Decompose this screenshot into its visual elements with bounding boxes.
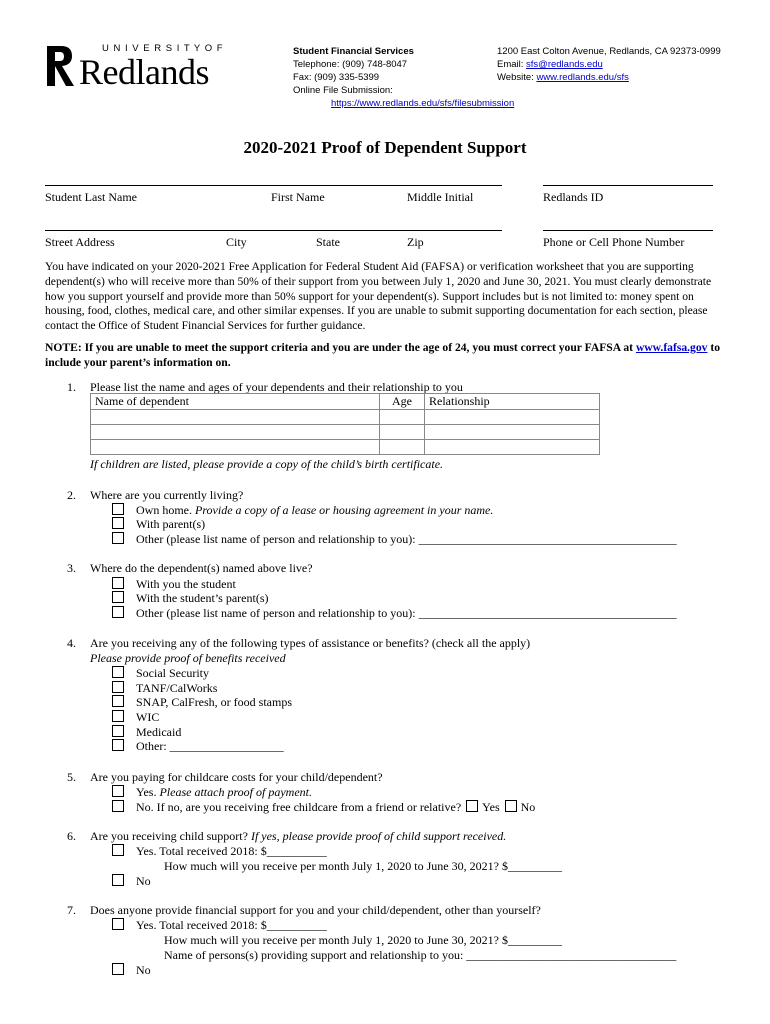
dependent-name-cell[interactable]: [91, 425, 380, 440]
online-submission-label: Online File Submission:: [293, 85, 393, 96]
q1-question: Please list the name and ages of your dependents and their relationship to you: [90, 380, 463, 394]
website-label: Website:: [497, 72, 537, 83]
q3-option-student-parents: [112, 591, 269, 606]
q7-question: Does anyone provide financial support for you and your child/dependent, other than yourself?: [90, 903, 541, 917]
q7-yes-label: Yes. Total received 2018: $__________: [136, 918, 327, 932]
header-name-of-dependent: Name of dependent: [91, 394, 380, 410]
q6-number: 6.: [67, 829, 76, 843]
logo-university-text: U N I V E R S I T Y O F: [102, 43, 224, 54]
q5-question: Are you paying for childcare costs for your child/dependent?: [90, 770, 383, 784]
q7-yes-checkbox[interactable]: [112, 918, 124, 930]
student-last-name-label: Student Last Name: [45, 190, 137, 204]
own-home-note: Provide a copy of a lease or housing agreement in your name.: [195, 503, 494, 517]
q5-yes-checkbox[interactable]: [112, 785, 124, 797]
student-parents-checkbox[interactable]: [112, 591, 124, 603]
first-name-label: First Name: [271, 190, 325, 204]
q4-option-snap: [112, 695, 292, 710]
intro-paragraph: You have indicated on your 2020-2021 Free Application for Federal Student Aid (FAFSA) or verification worksheet that you are supporting dependent(s) who will receive more than 50% of their support from you between July 1, 2020 and June 30, 2021. You must clearly demonstrate how you support yourself and provide more than 50% support for your dependent(s). Support includes but is not limited to: money spent on housing, food, clothes, medical care, and other similar expenses. If you are unable to submit supporting documentation for each section, please contact the Office of Student Financial Services for further guidance.: [45, 260, 712, 333]
redlands-id-label: Redlands ID: [543, 190, 604, 204]
name-field-line[interactable]: [45, 185, 502, 186]
fafsa-link[interactable]: www.fafsa.gov: [635, 341, 708, 354]
q5-yes-note: Please attach proof of payment.: [159, 785, 312, 799]
q4-note: Please provide proof of benefits received: [90, 651, 286, 665]
table-header-row: [91, 394, 600, 410]
logo-redlands-text: Redlands: [79, 52, 209, 92]
free-childcare-no-checkbox[interactable]: [505, 800, 517, 812]
email-label: Email:: [497, 59, 527, 70]
dependent-relationship-cell[interactable]: [425, 440, 600, 455]
header-age: Age: [380, 394, 425, 410]
q6-yes-checkbox[interactable]: [112, 844, 124, 856]
q3-option-with-student: [112, 577, 236, 592]
free-childcare-yes-label: Yes: [482, 800, 500, 814]
dependents-table: [90, 393, 600, 455]
online-submission-link[interactable]: https://www.redlands.edu/sfs/filesubmission: [331, 98, 515, 109]
q6-no-checkbox[interactable]: [112, 874, 124, 886]
free-childcare-no-label: No: [520, 800, 536, 814]
q4-other-checkbox[interactable]: [112, 739, 124, 751]
header-relationship: Relationship: [425, 394, 600, 410]
address-text: 1200 East Colton Avenue, Redlands, CA 92373-0999: [497, 46, 721, 57]
q6-option-no: [112, 874, 151, 889]
q7-number: 7.: [67, 903, 76, 917]
middle-initial-label: Middle Initial: [407, 190, 474, 204]
q6-yes-label: Yes. Total received 2018: $__________: [136, 844, 327, 858]
email-link[interactable]: sfs@redlands.edu: [526, 59, 603, 70]
own-home-label: Own home.: [136, 503, 192, 517]
zip-label: Zip: [407, 235, 424, 249]
q5-yes-label: Yes.: [136, 785, 157, 799]
phone-text: Telephone: (909) 748-8047: [293, 59, 408, 70]
fax-text: Fax: (909) 335-5399: [293, 72, 380, 83]
dependent-relationship-cell[interactable]: [425, 425, 600, 440]
state-label: State: [316, 235, 340, 249]
wic-label: WIC: [136, 710, 160, 724]
q2-number: 2.: [67, 488, 76, 502]
note-text-end: to include your parent’s information on.: [45, 341, 720, 369]
q6-monthly-amount: How much will you receive per month July 1, 2020 to June 30, 2021? $_________: [164, 859, 562, 873]
snap-label: SNAP, CalFresh, or food stamps: [136, 695, 293, 709]
own-home-checkbox[interactable]: [112, 503, 124, 515]
q1-note: If children are listed, please provide a copy of the child’s birth certificate.: [90, 457, 444, 471]
q2-option-own-home: [112, 503, 493, 518]
free-childcare-yes-checkbox[interactable]: [466, 800, 478, 812]
q2-other-label: Other (please list name of person and relationship to you): ___________________________________________: [136, 532, 677, 546]
q7-option-no: [112, 963, 151, 978]
q6-question-note: If yes, please provide proof of child support received.: [250, 829, 507, 843]
city-label: City: [226, 235, 247, 249]
social-security-label: Social Security: [136, 666, 209, 680]
dependent-name-cell[interactable]: [91, 440, 380, 455]
redlands-id-field-line[interactable]: [543, 185, 713, 186]
q3-other-label: Other (please list name of person and relationship to you): ___________________________________________: [136, 606, 677, 620]
phone-label: Phone or Cell Phone Number: [543, 235, 685, 249]
street-address-label: Street Address: [45, 235, 115, 249]
q6-question: [90, 829, 506, 844]
tanf-checkbox[interactable]: [112, 681, 124, 693]
with-parents-checkbox[interactable]: [112, 517, 124, 529]
q3-other-checkbox[interactable]: [112, 606, 124, 618]
q3-option-other: [112, 606, 677, 621]
tanf-label: TANF/CalWorks: [136, 681, 218, 695]
medicaid-checkbox[interactable]: [112, 725, 124, 737]
table-row: [91, 440, 600, 455]
q4-option-tanf: [112, 681, 217, 696]
dependent-age-cell[interactable]: [380, 440, 425, 455]
q5-number: 5.: [67, 770, 76, 784]
q6-option-yes: [112, 844, 327, 859]
q4-number: 4.: [67, 636, 76, 650]
q5-option-yes: [112, 785, 312, 800]
q4-question: Are you receiving any of the following types of assistance or benefits? (check all the apply): [90, 636, 531, 650]
table-row: [91, 425, 600, 440]
dependent-relationship-cell[interactable]: [425, 410, 600, 425]
with-student-checkbox[interactable]: [112, 577, 124, 589]
q5-no-checkbox[interactable]: [112, 800, 124, 812]
q3-question: Where do the dependent(s) named above live?: [90, 561, 313, 575]
note-paragraph: [45, 341, 725, 371]
website-link[interactable]: www.redlands.edu/sfs: [536, 72, 629, 83]
q7-monthly-amount: How much will you receive per month July 1, 2020 to June 30, 2021? $_________: [164, 933, 562, 947]
q7-option-yes: [112, 918, 327, 933]
q7-no-checkbox[interactable]: [112, 963, 124, 975]
q4-option-medicaid: [112, 725, 181, 740]
social-security-checkbox[interactable]: [112, 666, 124, 678]
wic-checkbox[interactable]: [112, 710, 124, 722]
q4-option-wic: [112, 710, 159, 725]
table-row: [91, 410, 600, 425]
header-left: [293, 45, 514, 110]
page-title: 2020-2021 Proof of Dependent Support: [243, 138, 527, 157]
r-monogram-icon: [45, 44, 75, 88]
q6-no-label: No: [136, 874, 151, 888]
q5-no-label: No. If no, are you receiving free childcare from a friend or relative?: [136, 800, 462, 814]
q2-option-other: [112, 532, 677, 547]
snap-checkbox[interactable]: [112, 695, 124, 707]
q3-number: 3.: [67, 561, 76, 575]
q7-no-label: No: [136, 963, 151, 977]
student-parents-label: With the student’s parent(s): [136, 591, 269, 605]
address-field-line[interactable]: [45, 230, 502, 231]
medicaid-label: Medicaid: [136, 725, 182, 739]
q4-option-other: [112, 739, 284, 754]
dependent-age-cell[interactable]: [380, 425, 425, 440]
q7-supporter-names: Name of persons(s) providing support and relationship to you: ___________________________________: [164, 948, 677, 962]
q5-option-no: [112, 800, 535, 815]
q2-question: Where are you currently living?: [90, 488, 244, 502]
dept-name: Student Financial Services: [293, 46, 414, 57]
with-parents-label: With parent(s): [136, 517, 206, 531]
q4-option-social-security: [112, 666, 209, 681]
q2-option-with-parents: [112, 517, 205, 532]
note-text: NOTE: If you are unable to meet the support criteria and you are under the age of 24, you must correct your FAFSA at: [45, 341, 634, 354]
q6-question-text: Are you receiving child support?: [90, 829, 248, 843]
header-right: [497, 45, 721, 84]
q4-other-label: Other: ___________________: [136, 739, 284, 753]
q1-number: 1.: [67, 380, 76, 394]
phone-field-line[interactable]: [543, 230, 713, 231]
dependent-age-cell[interactable]: [380, 410, 425, 425]
with-student-label: With you the student: [136, 577, 236, 591]
q2-other-checkbox[interactable]: [112, 532, 124, 544]
dependent-name-cell[interactable]: [91, 410, 380, 425]
